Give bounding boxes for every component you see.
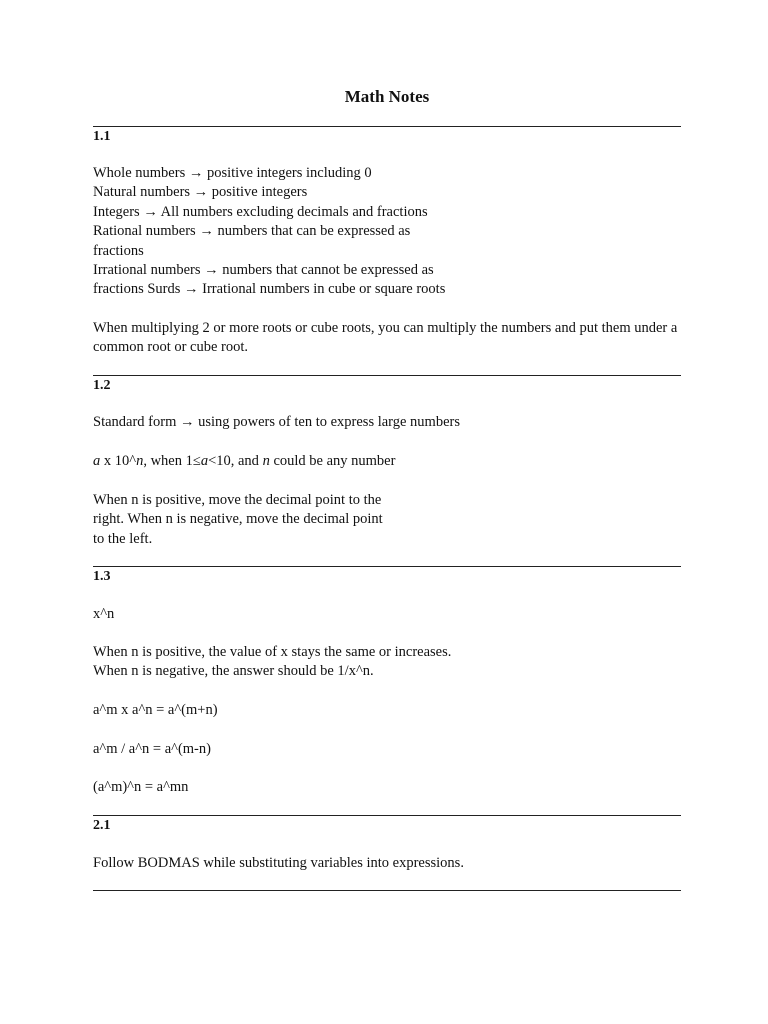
section-heading-2-1: 2.1	[93, 818, 111, 833]
page-title: Math Notes	[344, 87, 430, 106]
decimal-point-notes	[93, 491, 681, 549]
standard-form-line: Standard form → using powers of ten to express large numbers	[93, 414, 460, 430]
note-line: When n is positive, move the decimal point to the	[93, 492, 382, 508]
definition-line: fractions	[93, 242, 144, 259]
definition-line: fractions Surds → Irrational numbers in cube or square roots	[93, 281, 446, 298]
definition-line: Rational numbers → numbers that can be expressed as	[93, 223, 411, 240]
section-heading-1-1: 1.1	[93, 129, 111, 144]
exponent-rule: a^m x a^n = a^(m+n)	[93, 702, 218, 718]
definition-line: Irrational numbers → numbers that cannot be expressed as	[93, 262, 434, 279]
variable-n: n	[262, 453, 270, 469]
standard-form-formula	[93, 452, 681, 471]
formula-text: could be any number	[269, 453, 396, 469]
definition-line: Whole numbers → positive integers including 0	[93, 165, 372, 181]
note-line: When n is positive, the value of x stays the same or increases.	[93, 644, 452, 660]
note-line: When n is negative, the answer should be 1/x^n.	[93, 663, 374, 680]
section-heading-1-2: 1.2	[93, 378, 111, 393]
formula-text: <10, and	[208, 453, 263, 469]
section-heading-1-3: 1.3	[93, 569, 111, 584]
bodmas-paragraph: Follow BODMAS while substituting variables into expressions.	[93, 855, 464, 871]
definitions-list	[93, 164, 681, 300]
formula-text: , when 1≤	[143, 453, 201, 469]
note-line: to the left.	[93, 530, 153, 547]
definition-line: Natural numbers → positive integers	[93, 184, 308, 201]
variable-n: n	[136, 453, 144, 469]
exponent-rule: (a^m)^n = a^mn	[93, 779, 189, 795]
section-divider	[93, 890, 681, 891]
exponent-notes	[93, 643, 681, 682]
formula-text: x 10^	[100, 453, 137, 469]
definition-line: Integers → All numbers excluding decimals and fractions	[93, 203, 428, 220]
exponent-expression: x^n	[93, 606, 115, 622]
roots-paragraph: When multiplying 2 or more roots or cube roots, you can multiply the numbers and put them under a common root or cube root.	[93, 320, 678, 356]
variable-a: a	[200, 453, 209, 469]
variable-a: a	[93, 453, 101, 469]
exponent-rule: a^m / a^n = a^(m-n)	[93, 741, 211, 757]
note-line: right. When n is negative, move the decimal point	[93, 511, 383, 528]
